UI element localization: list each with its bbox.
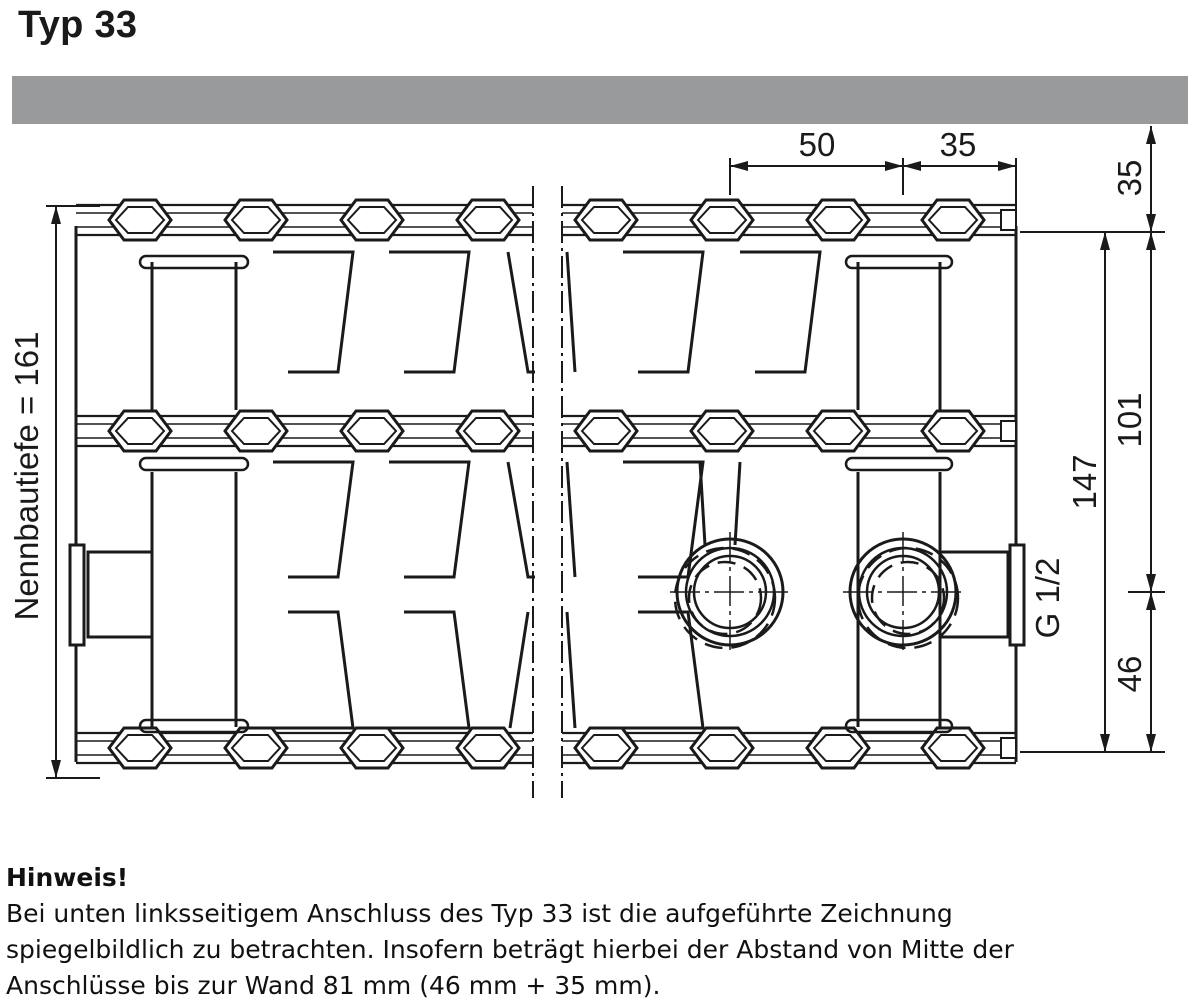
arrowhead xyxy=(1146,734,1156,752)
arrowhead xyxy=(1146,126,1156,144)
arrowhead xyxy=(1146,592,1156,610)
note-line: Bei unten linksseitigem Anschluss des Typ 33 ist die aufgeführte Zeichnung xyxy=(6,899,953,928)
convector-fin xyxy=(510,612,528,728)
dim-nominal-depth: Nennbautiefe = 161 xyxy=(8,331,45,621)
connection-thread xyxy=(689,562,761,634)
dim-side-offset: 35 xyxy=(939,126,977,163)
convector-fin xyxy=(273,462,353,577)
convector-fin xyxy=(623,252,703,372)
dim-top-offset: 50 xyxy=(798,126,836,163)
convector-fin xyxy=(389,612,469,728)
dim-thread: G 1/2 xyxy=(1029,557,1066,639)
convector-fin xyxy=(735,462,740,545)
convector-fin xyxy=(567,252,575,372)
collector-cap xyxy=(846,256,952,268)
convector-fin xyxy=(567,612,575,728)
arrowhead xyxy=(1100,232,1110,250)
convector-fin xyxy=(273,252,353,372)
connection-thread xyxy=(872,562,944,634)
dim-wall-distance: 35 xyxy=(1111,159,1148,197)
arrowhead xyxy=(1146,214,1156,232)
dim-lower-span: 46 xyxy=(1111,655,1148,693)
arrowhead xyxy=(1146,574,1156,592)
panel-end-cap xyxy=(1001,738,1016,758)
dim-upper-span: 101 xyxy=(1111,392,1148,448)
arrowhead xyxy=(998,161,1016,171)
arrowhead xyxy=(51,206,61,224)
arrowhead xyxy=(51,760,61,778)
convector-fin xyxy=(389,462,469,577)
convector-fin xyxy=(508,462,535,577)
panel-end-cap xyxy=(1001,421,1016,441)
arrowhead xyxy=(903,161,921,171)
note-heading: Hinweis! xyxy=(6,863,129,892)
page-title: Typ 33 xyxy=(18,4,138,46)
convector-fin xyxy=(508,252,535,372)
convector-fin xyxy=(273,612,353,728)
convector-fin xyxy=(567,462,575,577)
dim-total-height: 147 xyxy=(1066,454,1103,510)
left-plug xyxy=(70,545,84,645)
radiator-structure xyxy=(70,186,1024,798)
arrowhead xyxy=(1146,232,1156,250)
left-plug-body xyxy=(88,552,152,637)
note-line: spiegelbildlich zu betrachten. Insofern beträgt hierbei der Abstand von Mitte der xyxy=(6,935,1014,964)
collector-cap xyxy=(140,256,248,268)
panel-end-cap xyxy=(1001,210,1016,230)
collector-cap xyxy=(140,458,248,470)
convector-fin xyxy=(389,252,469,372)
hint-note xyxy=(6,860,1196,1004)
arrowhead xyxy=(885,161,903,171)
note-line: Anschlüsse bis zur Wand 81 mm (46 mm + 35 mm). xyxy=(6,971,661,1000)
collector-cap xyxy=(846,458,952,470)
arrowhead xyxy=(1100,734,1110,752)
arrowhead xyxy=(730,161,748,171)
convector-fin xyxy=(740,252,820,372)
pipe-connections xyxy=(670,532,963,652)
right-plug xyxy=(1010,545,1024,645)
